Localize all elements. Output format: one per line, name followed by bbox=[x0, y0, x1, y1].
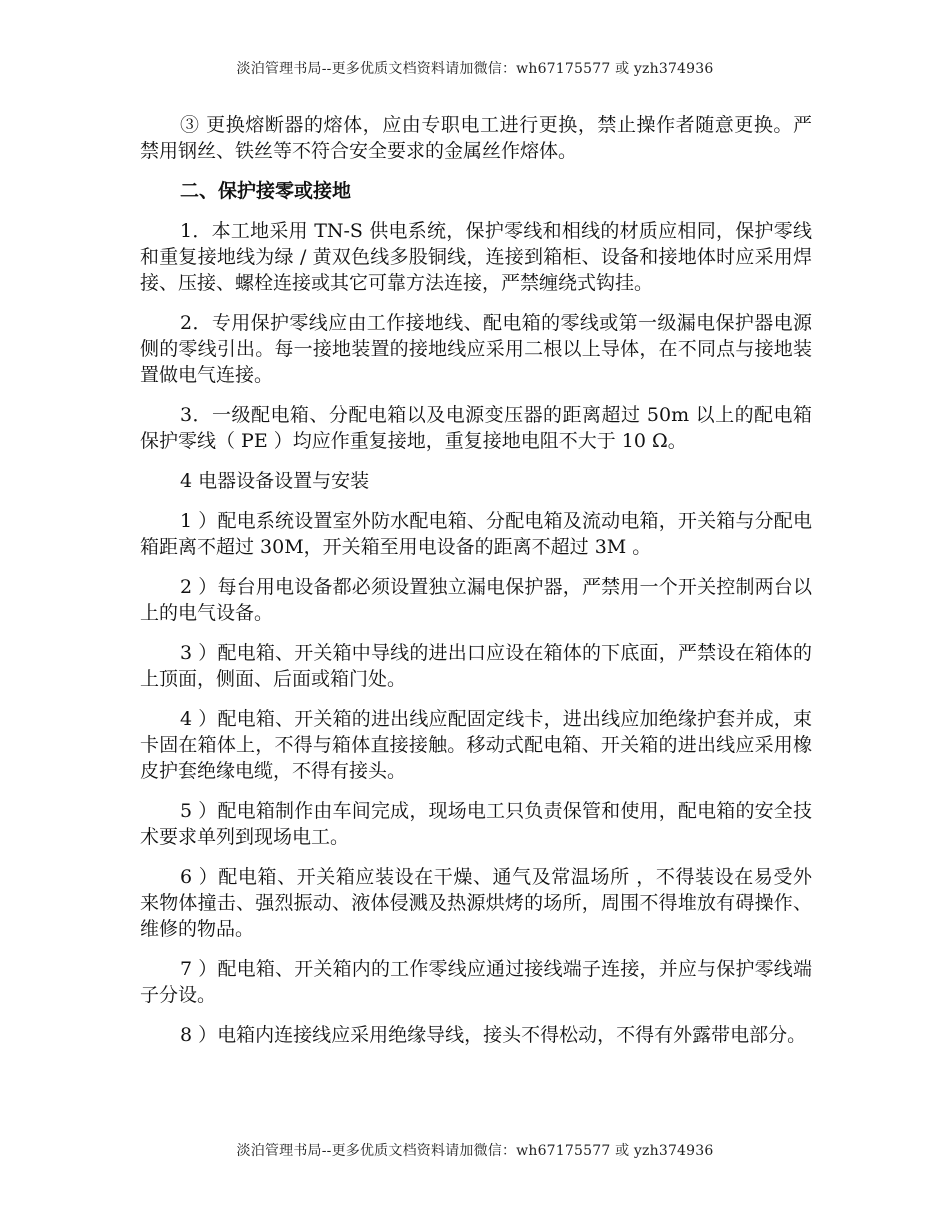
section-heading: 二、保护接零或接地 bbox=[180, 180, 352, 202]
paragraph-item-3: 3．一级配电箱、分配电箱以及电源变压器的距离超过 50m 以上的配电箱保护零线（ PE ）均应作重复接地，重复接地电阻不大于 10 Ω。 bbox=[140, 404, 812, 452]
paragraph-subitem-8: 8 ）电箱内连接线应采用绝缘导线，接头不得松动，不得有外露带电部分。 bbox=[180, 1024, 807, 1046]
page-header: 淡泊管理书局--更多优质文档资料请加微信：wh67175577 或 yzh374936 bbox=[236, 61, 714, 77]
paragraph-subitem-6: 6 ）配电箱、开关箱应装设在干燥、通气及常温场所 ，不得装设在易受外来物体撞击、强烈振动、液体侵溅及热源烘烤的场所，周围不得堆放有碍操作、维修的物品。 bbox=[140, 866, 812, 940]
paragraph-item-1: 1．本工地采用 TN-S 供电系统，保护零线和相线的材质应相同，保护零线和重复接地线为绿 / 黄双色线多股铜线，连接到箱柜、设备和接地体时应采用焊接、压接、螺栓连接或其它可靠方法连接，严禁缠绕式钩挂。 bbox=[140, 220, 812, 294]
paragraph-subitem-5: 5 ）配电箱制作由车间完成，现场电工只负责保管和使用，配电箱的安全技术要求单列到现场电工。 bbox=[140, 800, 812, 848]
paragraph-subitem-3: 3 ）配电箱、开关箱中导线的进出口应设在箱体的下底面，严禁设在箱体的上顶面，侧面、后面或箱门处。 bbox=[140, 642, 812, 690]
paragraph-subitem-2: 2 ）每台用电设备都必须设置独立漏电保护器，严禁用一个开关控制两台以上的电气设备。 bbox=[140, 576, 812, 624]
paragraph-subitem-1: 1 ）配电系统设置室外防水配电箱、分配电箱及流动电箱，开关箱与分配电箱距离不超过 30M，开关箱至用电设备的距离不超过 3M 。 bbox=[140, 510, 812, 558]
document-body bbox=[140, 112, 812, 1062]
paragraph-subitem-4: 4 ）配电箱、开关箱的进出线应配固定线卡，进出线应加绝缘护套并成，束卡固在箱体上，不得与箱体直接接触。移动式配电箱、开关箱的进出线应采用橡皮护套绝缘电缆，不得有接头。 bbox=[140, 708, 812, 782]
paragraph-fuse-replacement: ③ 更换熔断器的熔体，应由专职电工进行更换，禁止操作者随意更换。严禁用钢丝、铁丝等不符合安全要求的金属丝作熔体。 bbox=[140, 114, 812, 162]
paragraph-item-2: 2．专用保护零线应由工作接地线、配电箱的零线或第一级漏电保护器电源侧的零线引出。每一接地装置的接地线应采用二根以上导体，在不同点与接地装置做电气连接。 bbox=[140, 312, 812, 386]
paragraph-subitem-7: 7 ）配电箱、开关箱内的工作零线应通过接线端子连接，并应与保护零线端子分设。 bbox=[140, 958, 812, 1006]
page-footer: 淡泊管理书局--更多优质文档资料请加微信：wh67175577 或 yzh374936 bbox=[236, 1143, 714, 1159]
paragraph-subheading: 4 电器设备设置与安装 bbox=[180, 470, 370, 492]
